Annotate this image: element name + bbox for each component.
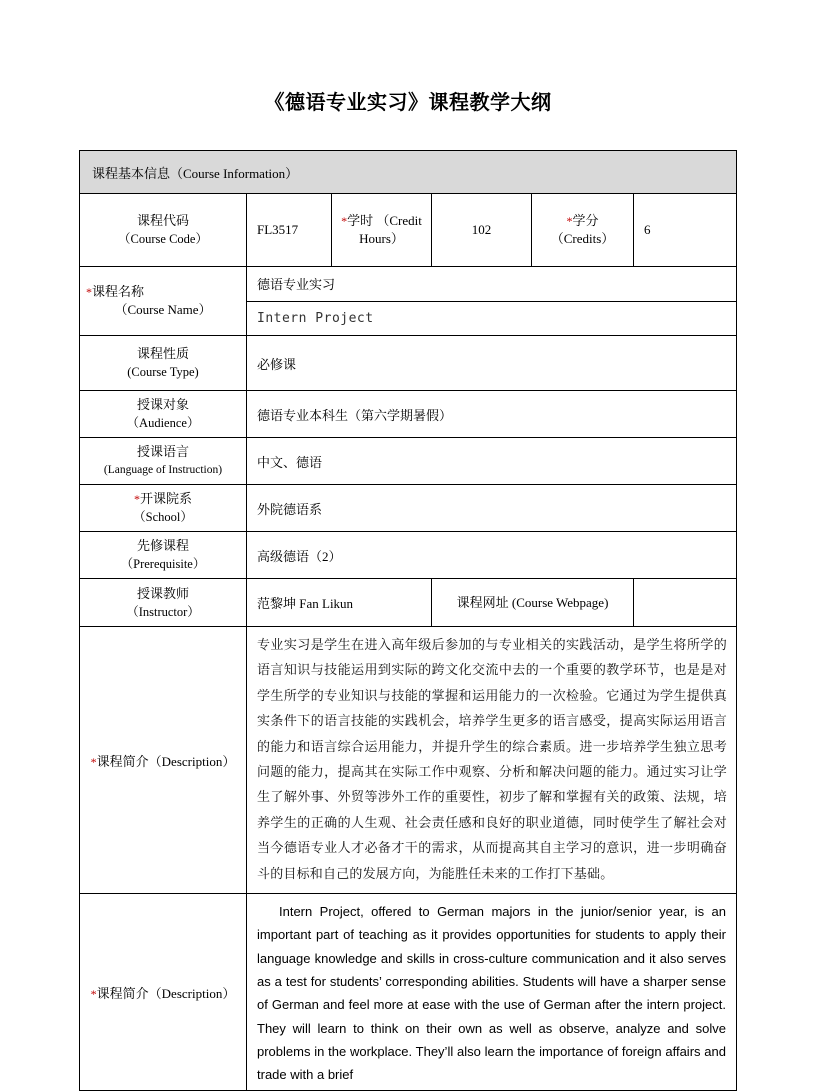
label-audience xyxy=(80,391,247,438)
label-course-code-en: （Course Code） xyxy=(118,232,208,246)
label-credits xyxy=(532,194,634,267)
label-course-type-en: (Course Type) xyxy=(127,365,199,379)
required-marker: * xyxy=(566,214,573,228)
label-school xyxy=(80,485,247,532)
label-language-en: (Language of Instruction) xyxy=(103,464,223,476)
value-credit-hours: 102 xyxy=(432,194,532,267)
value-prerequisite: 高级德语（2） xyxy=(247,532,737,579)
label-credit-hours-en: （Credit Hours） xyxy=(359,213,422,246)
label-audience-en: （Audience） xyxy=(126,416,200,430)
value-course-name-en: Intern Project xyxy=(247,301,737,336)
label-instructor-en: （Instructor） xyxy=(126,604,200,619)
label-prerequisite-en: （Prerequisite） xyxy=(120,557,206,571)
required-marker: * xyxy=(341,214,348,228)
label-credits-cn: 学分 xyxy=(572,213,599,228)
value-course-type: 必修课 xyxy=(247,336,737,391)
section-header-course-information: 课程基本信息（Course Information） xyxy=(80,151,737,194)
table-row xyxy=(80,438,737,485)
label-course-type-cn: 课程性质 xyxy=(136,346,189,361)
label-prerequisite-cn: 先修课程 xyxy=(136,538,189,553)
label-course-code xyxy=(80,194,247,267)
required-marker: * xyxy=(90,986,97,1001)
table-row xyxy=(80,194,737,267)
label-course-name xyxy=(80,267,247,336)
label-description-en-text: 课程简介（Description） xyxy=(96,985,236,1001)
value-school: 外院德语系 xyxy=(247,485,737,532)
label-course-webpage-en: (Course Webpage) xyxy=(511,594,609,610)
value-language-of-instruction: 中文、德语 xyxy=(247,438,737,485)
label-audience-cn: 授课对象 xyxy=(136,397,189,412)
course-information-table xyxy=(79,150,737,1091)
required-marker: * xyxy=(90,754,97,769)
label-prerequisite xyxy=(80,532,247,579)
label-course-code-cn: 课程代码 xyxy=(136,213,189,228)
label-course-webpage-cn: 课程网址 xyxy=(456,594,509,610)
label-instructor-cn: 授课教师 xyxy=(136,585,189,601)
value-description-en-text: Intern Project, offered to German majors in the junior/senior year, is an important part of teaching as it provides opportunities for students to apply their language knowledge and skills in cross-culture communication and it also serves as a test for students’ corresponding abilities. Students will have a sharper sense of German and feel more at ease with the use of German after the intern project. They will learn to think on their own as well as observe, analyze and solve problems in the workplace. They’ll also learn the importance of foreign affairs and trade with a brief xyxy=(257,904,726,1083)
label-school-cn xyxy=(84,490,242,508)
label-language-of-instruction xyxy=(80,438,247,485)
value-course-name-cn: 德语专业实习 xyxy=(247,267,737,302)
value-course-webpage[interactable] xyxy=(634,579,737,627)
value-course-code: FL3517 xyxy=(247,194,332,267)
label-school-text: 开课院系 xyxy=(139,491,192,506)
table-row xyxy=(80,485,737,532)
table-row xyxy=(80,532,737,579)
label-description-cn xyxy=(80,627,247,894)
label-course-name-cn: 课程名称 xyxy=(92,284,145,299)
table-row xyxy=(80,579,737,627)
value-description-cn: 专业实习是学生在进入高年级后参加的与专业相关的实践活动，是学生将所学的语言知识与技能运用到实际的跨文化交流中去的一个重要的教学环节，也是是对学生所学的专业知识与技能的掌握和运用能力的一次检验。它通过为学生提供真实条件下的语言技能的实践机会，培养学生更多的语言感受，提高实际运用语言的能力和语言综合运用能力，并提升学生的综合素质。进一步培养学生独立思考问题的能力，提高其在实际工作中观察、分析和解决问题的能力。通过实习让学生了解外事、外贸等涉外工作的重要性，初步了解和掌握有关的政策、法规，培养学生的正确的人生观、社会责任感和良好的职业道德，同时使学生了解社会对当今德语专业人才必备才干的需求，从而提高其自主学习的意识，进一步明确奋斗的目标和自己的发展方向，为能胜任未来的工作打下基础。 xyxy=(247,627,737,894)
label-instructor xyxy=(80,579,247,627)
label-credit-hours-cn: 学时 xyxy=(347,213,374,228)
table-row xyxy=(80,267,737,302)
label-course-name-en: （Course Name） xyxy=(114,302,212,317)
table-row xyxy=(80,391,737,438)
label-language-cn: 授课语言 xyxy=(136,444,189,459)
page-title: 《德语专业实习》课程教学大纲 xyxy=(264,90,552,114)
table-row xyxy=(80,894,737,1091)
table-row xyxy=(80,336,737,391)
label-credit-hours xyxy=(332,194,432,267)
table-row xyxy=(80,627,737,894)
value-description-en xyxy=(247,894,737,1091)
value-credits: 6 xyxy=(634,194,737,267)
label-credits-en: （Credits） xyxy=(550,231,615,246)
table-row xyxy=(80,151,737,194)
label-course-type xyxy=(80,336,247,391)
label-school-en: （School） xyxy=(133,510,193,524)
required-marker: * xyxy=(86,285,92,299)
value-audience: 德语专业本科生（第六学期暑假） xyxy=(247,391,737,438)
label-description-cn-text: 课程简介（Description） xyxy=(96,753,236,769)
label-description-en xyxy=(80,894,247,1091)
label-course-webpage xyxy=(432,579,634,627)
required-marker: * xyxy=(133,492,140,506)
value-instructor: 范黎坤 Fan Likun xyxy=(247,579,432,627)
